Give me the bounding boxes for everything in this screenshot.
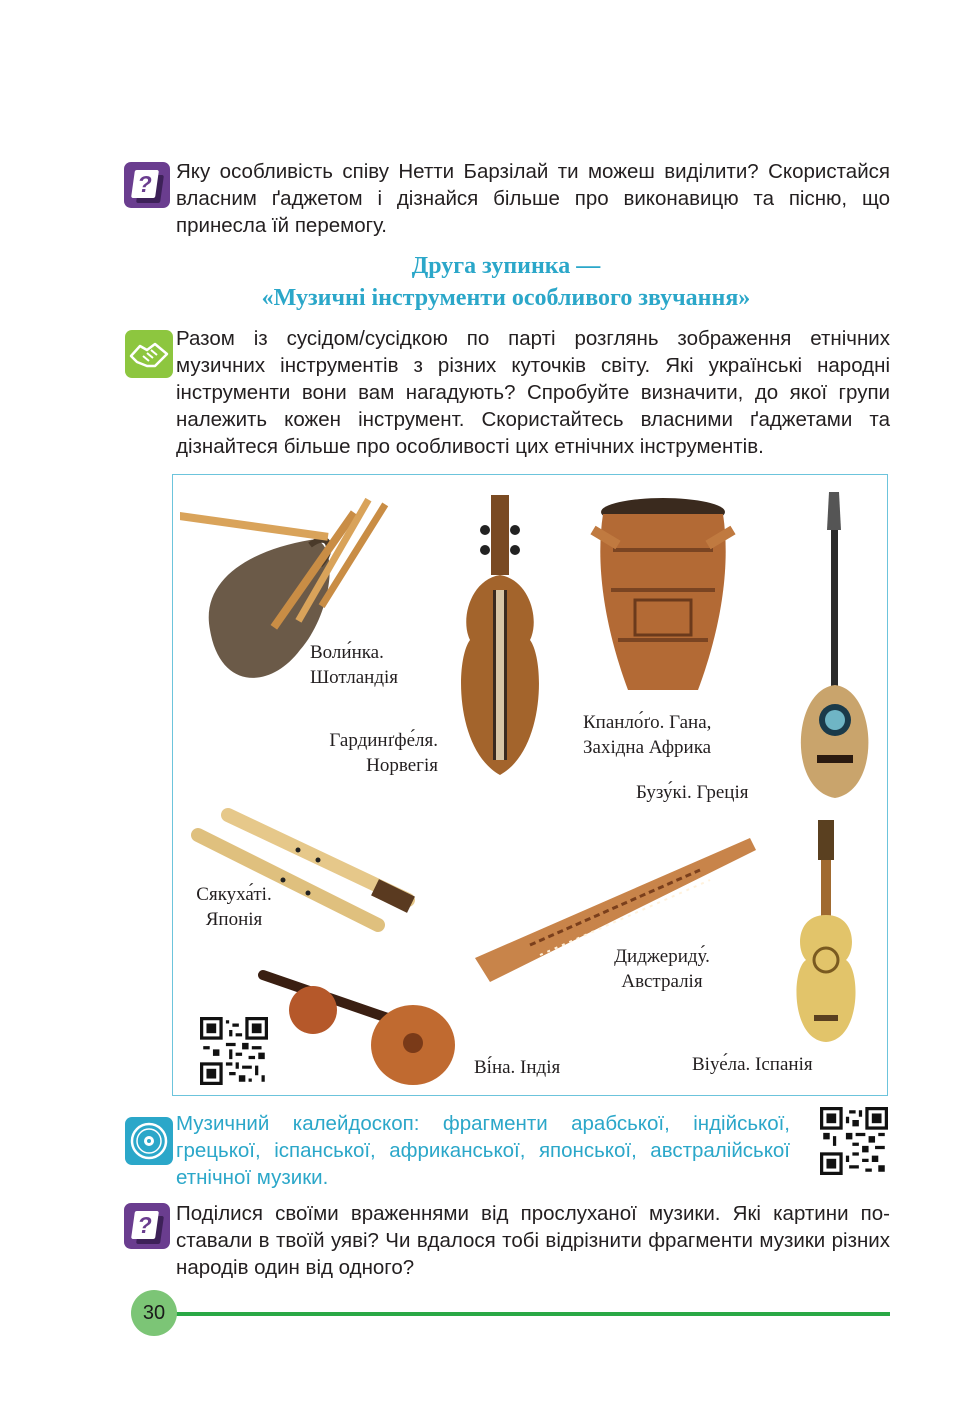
vihuela-image — [786, 820, 866, 1050]
vihuela-caption: Віуе́ла. Іспанія — [692, 1054, 813, 1075]
handshake-icon — [125, 330, 173, 378]
pair-task-text: Разом із сусідом/сусідкою по парті розглянь зображення етнічних музичних інструментів з різних куточків світу. Які українські народні інструменти вони вам нагадують? Спробуйте визначити, до якої групи належить кожен інструмент. Скористайтесь власними ґаджетами та дізнайтеся більше про особливості цих етнічних інструментів. — [176, 327, 890, 458]
shakuhachi-caption: Сякуха́ті. Японія — [196, 884, 272, 930]
footer-line — [172, 1312, 890, 1316]
question-text-1: Яку особливість співу Нетти Барзілай ти можеш виділити? Скористайся власним ґаджетом і дізнайся більше про виконавицю та пісню, що принесла їй перемогу. — [176, 160, 890, 237]
qr-code-instruments[interactable] — [200, 1017, 268, 1085]
hardanger-caption: Гардинґфе́ля. Норвегія — [329, 730, 438, 776]
question-mark-icon: ? — [124, 1203, 170, 1249]
veena-image — [258, 955, 458, 1090]
section-title-line2: «Музичні інструменти особливого звучання» — [261, 285, 751, 311]
bouzouki-image — [787, 490, 882, 800]
question-text-2: Поділися своїми враженнями від прослуханої музики. Які картини поставали в твоїй уяві? Чи вдалося тобі відрізнити фрагменти музики різних народів один від одного? — [176, 1202, 890, 1279]
question-mark-icon: ? — [124, 162, 170, 208]
hardanger-fiddle-image — [445, 490, 555, 780]
disc-icon — [125, 1117, 173, 1165]
page-number: 30 — [131, 1290, 177, 1336]
kpanlogo-drum-image — [583, 490, 743, 700]
didgeridoo-caption: Диджериду́. Австралія — [614, 946, 710, 992]
bagpipe-caption: Воли́нка. Шотландія — [310, 642, 399, 688]
kpanlogo-caption: Кпанло́ґо. Гана, Західна Африка — [583, 712, 712, 758]
bouzouki-caption: Бузу́кі. Греція — [636, 782, 749, 803]
qr-code-music[interactable] — [820, 1107, 888, 1175]
veena-caption: Ві́на. Індія — [474, 1057, 561, 1078]
section-title-line1: Друга зупинка — — [411, 253, 601, 279]
listening-text: Музичний калейдоскоп: фрагменти арабської, індійської, грецької, іспанської, африканської, японської, австралійської етнічної музики. — [176, 1112, 790, 1189]
